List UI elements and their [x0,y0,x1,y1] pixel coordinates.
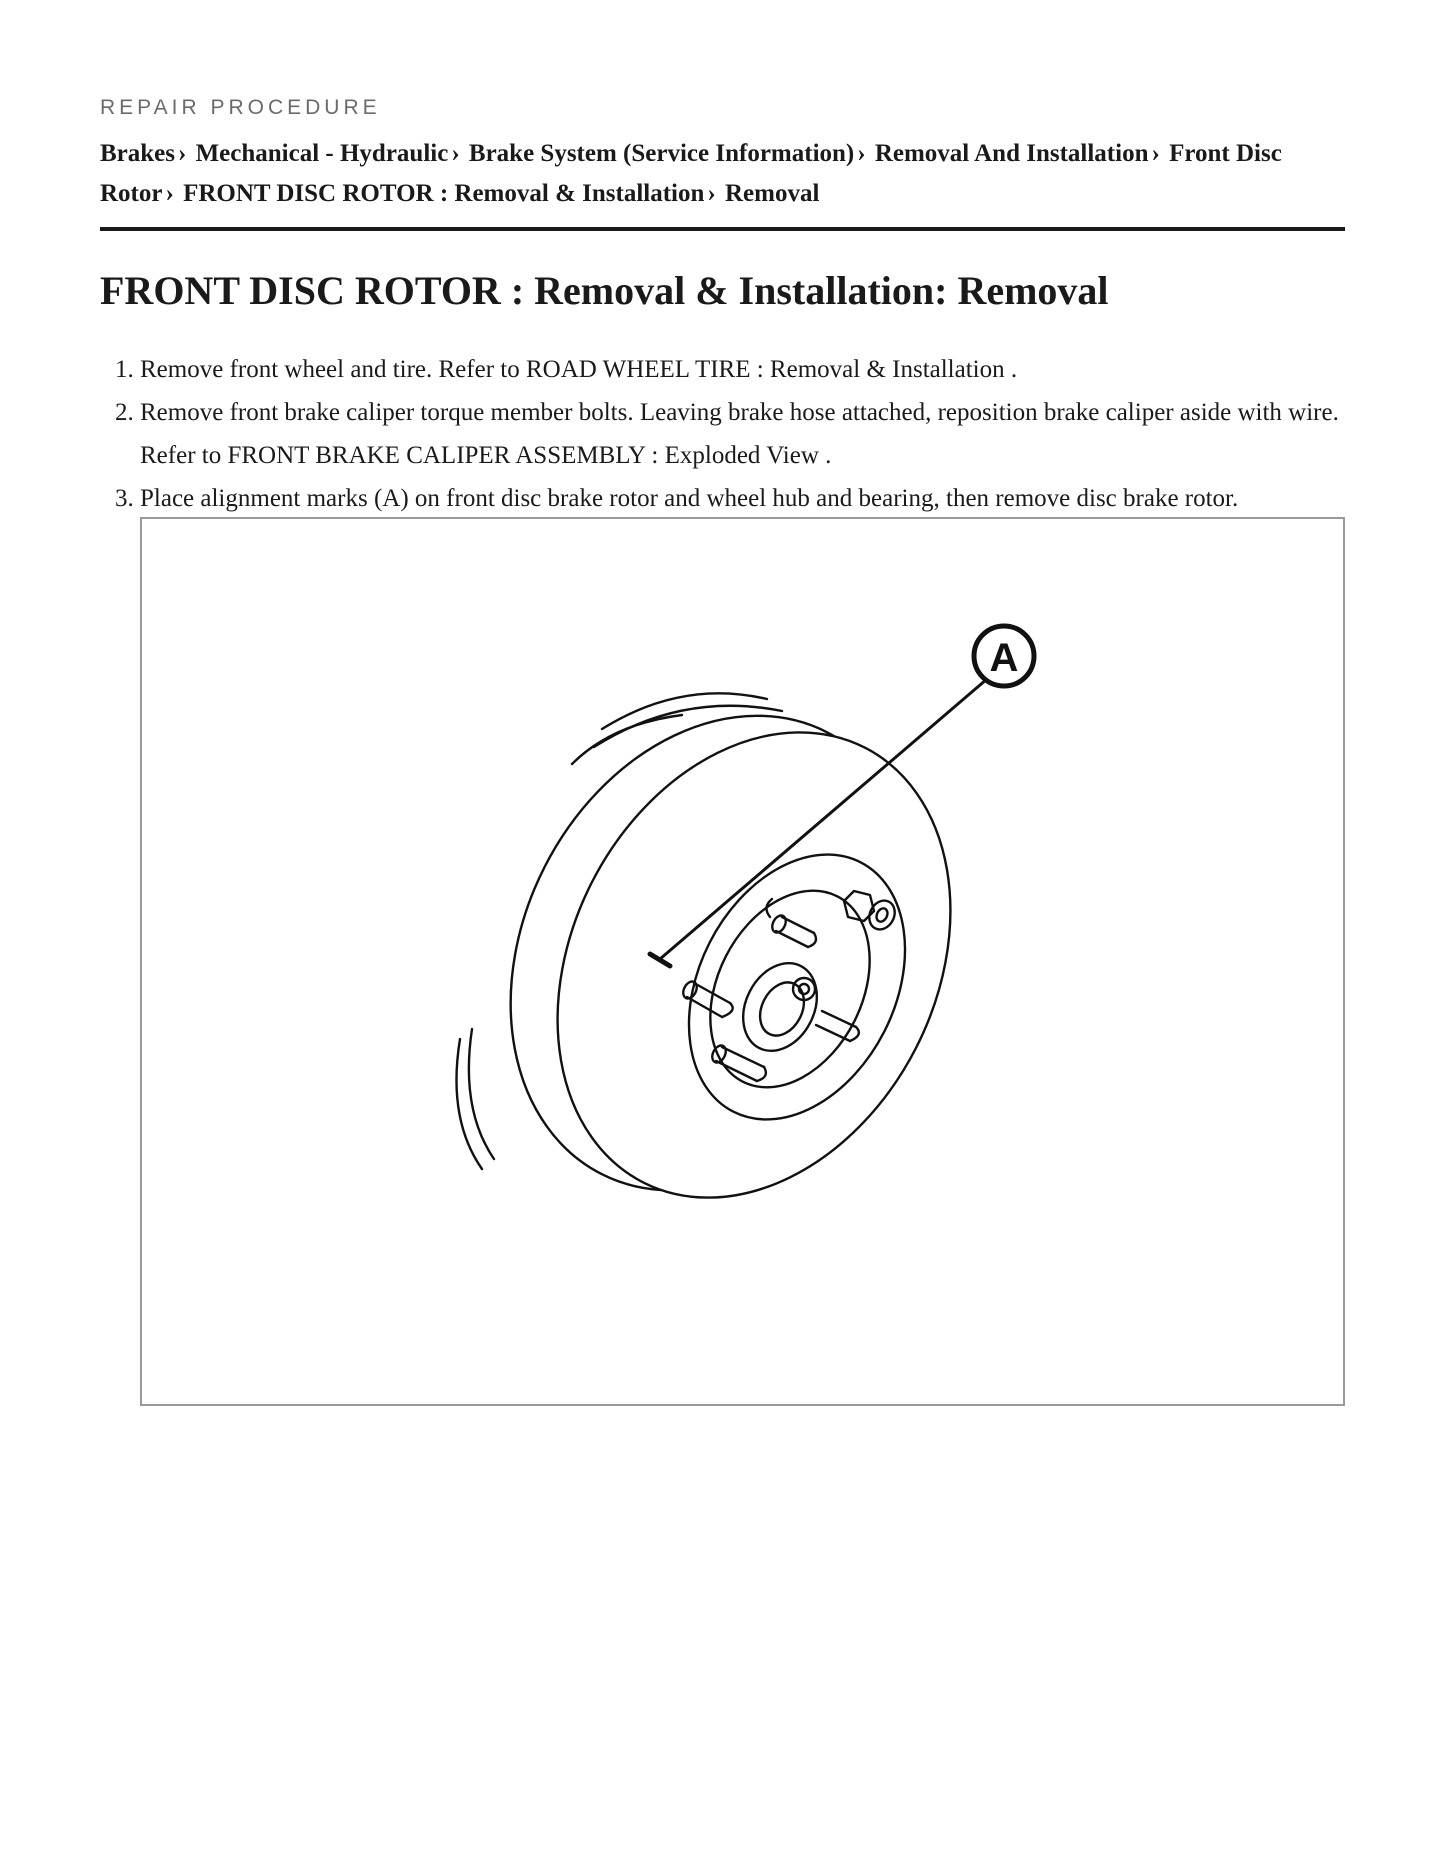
procedure-steps [100,348,1345,520]
breadcrumb-separator: › [857,140,866,167]
breadcrumb [100,134,1345,214]
breadcrumb-item-front-disc-rotor[interactable]: Front Disc Rotor [100,140,1282,207]
breadcrumb-separator: › [451,140,460,167]
step-item: 1. Remove front wheel and tire. Refer to ROAD WHEEL TIRE : Removal & Installation . [140,348,1345,391]
rotor-edge-line [469,1029,494,1159]
breadcrumb-item-removal: Removal [724,180,820,207]
breadcrumb-item-mechanical-hydraulic[interactable]: Mechanical - Hydraulic [195,140,449,167]
breadcrumb-item-removal-and-installation[interactable]: Removal And Installation [874,140,1149,167]
header-divider [100,227,1345,231]
step-item: 2. Remove front brake caliper torque member bolts. Leaving brake hose attached, reposition brake caliper aside with wire. Refer to FRONT BRAKE CALIPER ASSEMBLY : Exploded View . [140,391,1345,477]
breadcrumb-separator: › [178,140,187,167]
breadcrumb-item-brakes[interactable]: Brakes [100,140,175,167]
breadcrumb-item-brake-system[interactable]: Brake System (Service Information) [468,140,855,167]
disc-rotor-illustration [142,519,1343,1404]
callout-label-a: A [989,636,1019,680]
section-kicker: REPAIR PROCEDURE [100,96,381,119]
page-title: FRONT DISC ROTOR : Removal & Installation: Removal [100,268,1109,313]
step-item: 3. Place alignment marks (A) on front disc brake rotor and wheel hub and bearing, then remove disc brake rotor. [140,477,1345,520]
breadcrumb-separator: › [1151,140,1160,167]
breadcrumb-item-front-disc-rotor-removal-installation[interactable]: FRONT DISC ROTOR : Removal & Installation [183,180,705,207]
breadcrumb-separator: › [165,180,174,207]
rotor-illustration-figure [140,517,1345,1406]
breadcrumb-separator: › [707,180,716,207]
rotor-front-face [481,665,1027,1265]
